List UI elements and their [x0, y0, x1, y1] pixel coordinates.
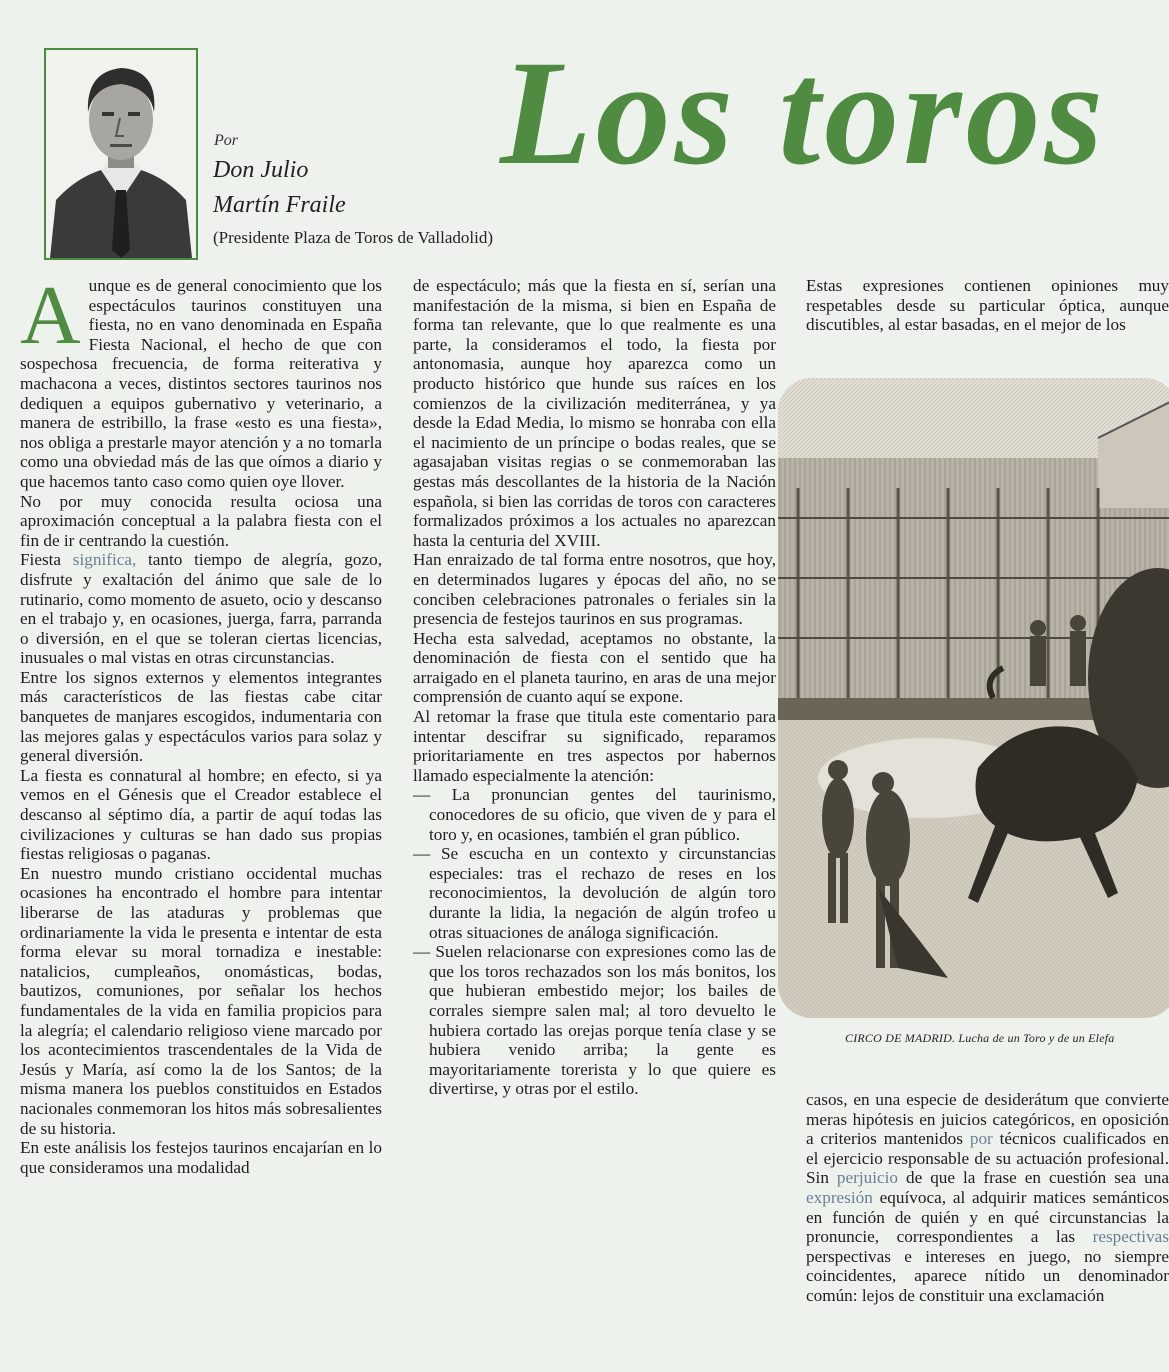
paragraph: de espectáculo; más que la fiesta en sí, serían una manifestación de la misma, si bien en España de forma tan relevante, que lo que realmente es una parte, la consideramos el todo, la fiesta por antonomasia, aunque hoy aparezca como un producto histórico que hunde sus raíces en los comienzos de la civilización mediterránea, y ya desde la Edad Media, lo mismo se honraba con ella el nacimiento de un príncipe o bodas reales, que se agasajaban visitas regias o se conmemoraban las gestas más descollantes de la historia de la Nación española, si bien las corridas de toros con caracteres formalizados próximos a los actuales no aparezcan hasta la centuria del XVIII.: [413, 276, 776, 550]
article-column-3-bottom: [806, 1090, 1169, 1306]
article-column-2: [413, 276, 776, 1099]
paragraph: Al retomar la frase que titula este comentario para intentar descifrar su significado, reparamos prioritariamente en tres aspectos por habernos llamado especialmente la atención:: [413, 707, 776, 785]
paragraph: Aunque es de general conocimiento que los espectáculos taurinos constituyen una fiesta, no en vano denominada en España Fiesta Nacional, el hecho de que con sospechosa frecuencia, de forma reiterativa y machacona a veces, distintos sectores taurinos nos dediquen a equipos gubernativo y veterinario, a manera de estribillo, la frase «esto es una fiesta», nos obliga a prestarle mayor atención y a no tomarla como una obviedad más de las que oímos a diario y que hacemos tanto caso como quien oye llover.: [20, 269, 382, 491]
paragraph: No por muy conocida resulta ociosa una aproximación conceptual a la palabra fiesta con el fin de ir centrando la cuestión.: [20, 491, 382, 550]
paragraph: Fiesta significa, tanto tiempo de alegría, gozo, disfrute y exaltación del ánimo que sale de lo rutinario, como momento de asueto, ocio y descanso en el trabajo y, en ocasiones, juerga, farra, parranda o diversión, en el que se toleran ciertas licencias, inusuales o mal vistas en otras circunstancias.: [20, 550, 382, 668]
drop-cap: A: [20, 269, 81, 362]
author-name-line2: Martín Fraile: [213, 192, 346, 218]
engraving-illustration: [778, 378, 1169, 1018]
author-role: (Presidente Plaza de Toros de Valladolid): [213, 228, 494, 247]
paragraph: En este análisis los festejos taurinos encajarían en lo que consideramos una modalidad: [20, 1138, 382, 1177]
paragraph: La fiesta es connatural al hombre; en efecto, si ya vemos en el Génesis que el Creador establece el descanso al séptimo día, a partir de aquí todas las civilizaciones y culturas se han dado sus propias fiestas religiosas o paganas.: [20, 765, 382, 864]
paragraph: En nuestro mundo cristiano occidental muchas ocasiones ha encontrado el hombre para intentar liberarse de las ataduras y problemas que ordinariamente la vida le presenta e intentar de esta forma elevar su moral tornadiza e inestable: natalicios, cumpleaños, onomásticas, bodas, bautizos, comuniones, por señalar los hechos fundamentales de la vida en familia propicios para la alegría; el calendario religioso viene marcado por los acontecimientos trascendentales de la Vida de Jesús y María, así como la de los Santos; de la misma manera los pueblos constituidos en Estados nacionales conmemoran los hitos más sobresalientes de su historia.: [20, 863, 382, 1138]
paragraph: Han enraizado de tal forma entre nosotros, que hoy, en determinados lugares y épocas del año, no se conciben celebraciones patronales o feriales sin la presencia de festejos taurinos en sus programas.: [413, 550, 776, 629]
byline-por: Por: [214, 132, 238, 149]
dash-item: — Suelen relacionarse con expresiones como las de que los toros rechazados son los más bonitos, los que hubieran embestido mejor; los bailes de corrales siempre salen mal; al toro devuelto le hubiera cortado las orejas porque tenía clase y se hubiera venido arriba; la gente es mayoritariamente torerista y lo que quiere es divertirse, y otras por el estilo.: [413, 942, 776, 1099]
article-column-3-top: [806, 276, 1169, 335]
figure-caption: CIRCO DE MADRID. Lucha de un Toro y de un Elefa: [845, 1031, 1115, 1045]
article-title: Los toros: [500, 30, 1107, 196]
author-name-line1: Don Julio: [213, 157, 309, 183]
dash-item: — La pronuncian gentes del taurinismo, conocedores de su oficio, que viven de y para el toro y, en ocasiones, también el gran público.: [413, 785, 776, 844]
paragraph: Estas expresiones contienen opiniones muy respetables desde su particular óptica, aunque discutibles, al estar basadas, en el mejor de los: [806, 276, 1169, 335]
paragraph: casos, en una especie de desiderátum que convierte meras hipótesis en juicios categóricos, en oposición a criterios mantenidos por técnicos cualificados en el ejercicio responsable de su actuación profesional. Sin perjuicio de que la frase en cuestión sea una expresión equívoca, al adquirir matices semánticos en función de quién y en qué circunstancias la pronuncie, correspondientes a las respectivas perspectivas e intereses en juego, no siempre coincidentes, aparece nítido un denominador común: lejos de constituir una exclamación: [806, 1090, 1169, 1305]
dash-item: — Se escucha en un contexto y circunstancias especiales: tras el rechazo de reses en los reconocimientos, la devolución de algún toro durante la lidia, la negación de algún trofeo u otras situaciones de análoga significación.: [413, 844, 776, 942]
paragraph: Hecha esta salvedad, aceptamos no obstante, la denominación de fiesta con el sentido que ha arraigado en el planeta taurino, en aras de una mejor comprensión de cuanto aquí se expone.: [413, 628, 776, 707]
paragraph: Entre los signos externos y elementos integrantes más característicos de las fiestas cabe citar banquetes de manjares escogidos, indumentaria con las mejores galas y espectáculos varios para solaz y general diversión.: [20, 667, 382, 766]
author-portrait: [44, 48, 198, 260]
article-column-1: [20, 269, 382, 1177]
